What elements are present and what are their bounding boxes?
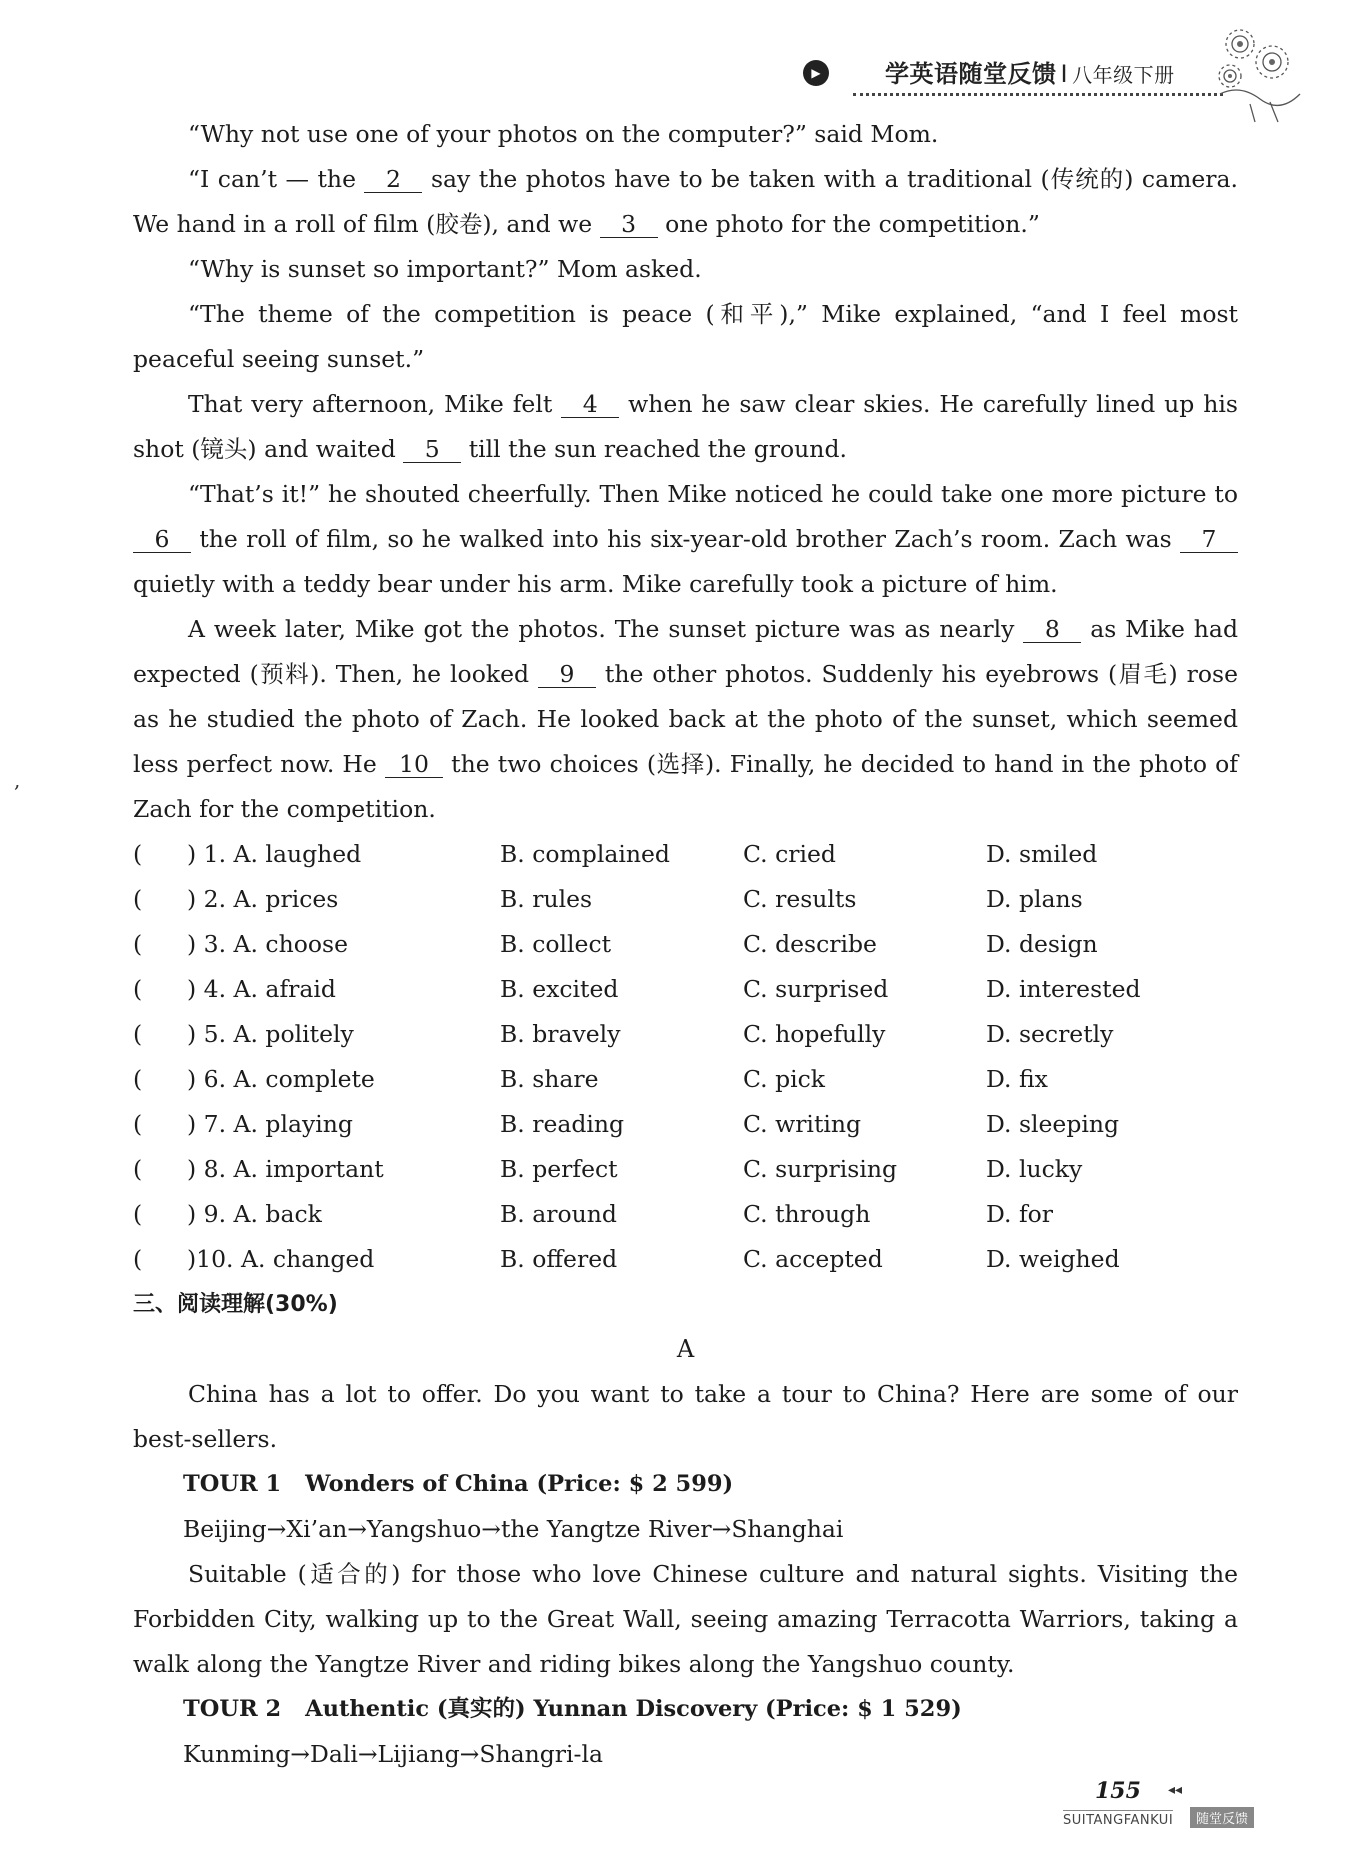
question-option-a: ( ) 5. A. politely: [133, 1020, 354, 1048]
option-d: D. design: [986, 930, 1098, 958]
option-d: D. fix: [986, 1065, 1048, 1093]
header-dotted-rule: [853, 93, 1223, 96]
footer-tag: 随堂反馈: [1190, 1807, 1254, 1828]
passage-label: A: [676, 1335, 695, 1363]
options-list: [133, 832, 1238, 1282]
option-c: C. cried: [743, 840, 836, 868]
passage-paragraph: [133, 247, 1238, 292]
option-c: C. accepted: [743, 1245, 883, 1273]
option-row: [133, 1192, 1238, 1237]
tour-2-name: Authentic (真实的) Yunnan Discovery (Price: $ 1 529): [305, 1696, 962, 1722]
option-b: B. bravely: [500, 1020, 621, 1048]
answer-blank: 6: [133, 526, 191, 553]
question-option-a: ( ) 7. A. playing: [133, 1110, 353, 1138]
answer-blank: 5: [403, 436, 461, 463]
passage-text: A week later, Mike got the photos. The sunset picture was as nearly: [188, 615, 1024, 643]
option-d: D. for: [986, 1200, 1054, 1228]
tour-1-name: Wonders of China (Price: $ 2 599): [305, 1471, 734, 1497]
section-title: 三、阅读理解(30%): [133, 1292, 338, 1317]
option-d: D. smiled: [986, 840, 1098, 868]
option-d: D. secretly: [986, 1020, 1114, 1048]
answer-blank: 3: [600, 211, 658, 238]
book-title: 学英语随堂反馈: [885, 60, 1057, 88]
question-option-a: ( ) 3. A. choose: [133, 930, 348, 958]
option-b: B. collect: [500, 930, 612, 958]
passage-text: as Mike had expected (预料). Then, he looked: [133, 615, 1238, 688]
option-c: C. results: [743, 885, 857, 913]
answer-blank: 7: [1180, 526, 1238, 553]
passage-paragraph: [133, 292, 1238, 382]
passage-text: the roll of film, so he walked into his six-year-old brother Zach’s room. Zach was: [191, 525, 1180, 553]
page-content: [133, 112, 1238, 1777]
question-option-a: ( ) 2. A. prices: [133, 885, 339, 913]
tour-1-route: Beijing→Xi’an→Yangshuo→the Yangtze River→Shanghai: [183, 1515, 844, 1543]
passage-text: “Why is sunset so important?” Mom asked.: [188, 255, 702, 283]
passage-paragraph: [133, 382, 1238, 472]
margin-mark: ,: [14, 768, 21, 792]
passage-text: when he saw clear skies. He carefully lined up his shot (镜头) and waited: [133, 390, 1238, 463]
option-c: C. pick: [743, 1065, 826, 1093]
tour-1-title: [133, 1462, 1238, 1507]
option-row: [133, 1102, 1238, 1147]
option-c: C. describe: [743, 930, 877, 958]
tour-2-route: Kunming→Dali→Lijiang→Shangri-la: [183, 1740, 603, 1768]
option-b: B. offered: [500, 1245, 618, 1273]
tour-1-description: Suitable (适合的) for those who love Chinese culture and natural sights. Visiting the Forbidden City, walking up to the Great Wall, seeing amazing Terracotta Warriors, taking a walk along the Yangtze River and riding bikes along the Yangshuo county.: [133, 1560, 1238, 1678]
option-d: D. weighed: [986, 1245, 1120, 1273]
question-option-a: ( ) 4. A. afraid: [133, 975, 336, 1003]
answer-blank: 8: [1023, 616, 1081, 643]
option-b: B. excited: [500, 975, 619, 1003]
option-b: B. rules: [500, 885, 593, 913]
passage-paragraph: [133, 112, 1238, 157]
footer-brand: SUITANGFANKUI: [1063, 1810, 1173, 1828]
option-b: B. around: [500, 1200, 617, 1228]
flower-decoration-icon: [1200, 14, 1310, 124]
tour-2-title: [133, 1687, 1238, 1732]
option-d: D. interested: [986, 975, 1141, 1003]
option-row: [133, 922, 1238, 967]
option-d: D. plans: [986, 885, 1083, 913]
page-number: 155: [1095, 1778, 1141, 1804]
book-grade: 八年级下册: [1072, 63, 1175, 87]
passage-text: till the sun reached the ground.: [461, 435, 847, 463]
option-c: C. surprising: [743, 1155, 898, 1183]
option-row: [133, 1057, 1238, 1102]
option-d: D. sleeping: [986, 1110, 1120, 1138]
passage-text: “I can’t — the: [188, 165, 365, 193]
question-option-a: ( ) 1. A. laughed: [133, 840, 362, 868]
passage-text: one photo for the competition.”: [657, 210, 1040, 238]
tour-1-number: TOUR 1: [183, 1471, 282, 1497]
question-option-a: ( ) 6. A. complete: [133, 1065, 375, 1093]
option-row: [133, 1147, 1238, 1192]
option-b: B. share: [500, 1065, 599, 1093]
answer-blank: 9: [538, 661, 596, 688]
cloze-passage: [133, 112, 1238, 832]
option-row: [133, 967, 1238, 1012]
tour-2-number: TOUR 2: [183, 1696, 282, 1722]
passage-text: “Why not use one of your photos on the computer?” said Mom.: [188, 120, 939, 148]
option-c: C. surprised: [743, 975, 889, 1003]
passage-text: the two choices (选择). Finally, he decided to hand in the photo of Zach for the competition.: [133, 750, 1238, 823]
passage-text: That very afternoon, Mike felt: [188, 390, 562, 418]
option-row: [133, 877, 1238, 922]
book-header: [885, 54, 1175, 89]
passage-text: the other photos. Suddenly his eyebrows (眉毛) rose as he studied the photo of Zach. He looked back at the photo of the sunset, which seemed less perfect now. He: [133, 660, 1238, 778]
page-arrows-icon: ◂◂: [1168, 1782, 1183, 1798]
option-b: B. reading: [500, 1110, 625, 1138]
option-b: B. complained: [500, 840, 670, 868]
passage-paragraph: [133, 472, 1238, 607]
option-row: [133, 1012, 1238, 1057]
question-option-a: ( ) 8. A. important: [133, 1155, 384, 1183]
option-c: C. through: [743, 1200, 871, 1228]
option-row: [133, 1237, 1238, 1282]
passage-text: “The theme of the competition is peace (和平),” Mike explained, “and I feel most peaceful seeing sunset.”: [133, 300, 1238, 373]
passage-text: say the photos have to be taken with a traditional (传统的) camera. We hand in a roll of film (胶卷), and we: [133, 165, 1238, 238]
option-c: C. writing: [743, 1110, 862, 1138]
play-icon: ▶: [803, 60, 829, 86]
option-c: C. hopefully: [743, 1020, 886, 1048]
answer-blank: 4: [561, 391, 619, 418]
passage-paragraph: [133, 607, 1238, 832]
passage-text: quietly with a teddy bear under his arm. Mike carefully took a picture of him.: [133, 570, 1058, 598]
question-option-a: ( )10. A. changed: [133, 1245, 375, 1273]
option-b: B. perfect: [500, 1155, 618, 1183]
option-row: [133, 832, 1238, 877]
passage-text: “That’s it!” he shouted cheerfully. Then Mike noticed he could take one more picture to: [188, 480, 1238, 508]
option-d: D. lucky: [986, 1155, 1083, 1183]
header-separator: I: [1060, 60, 1069, 88]
question-option-a: ( ) 9. A. back: [133, 1200, 322, 1228]
answer-blank: 2: [364, 166, 422, 193]
answer-blank: 10: [385, 751, 443, 778]
passage-paragraph: [133, 157, 1238, 247]
reading-intro: China has a lot to offer. Do you want to take a tour to China? Here are some of our best-sellers.: [133, 1380, 1238, 1453]
